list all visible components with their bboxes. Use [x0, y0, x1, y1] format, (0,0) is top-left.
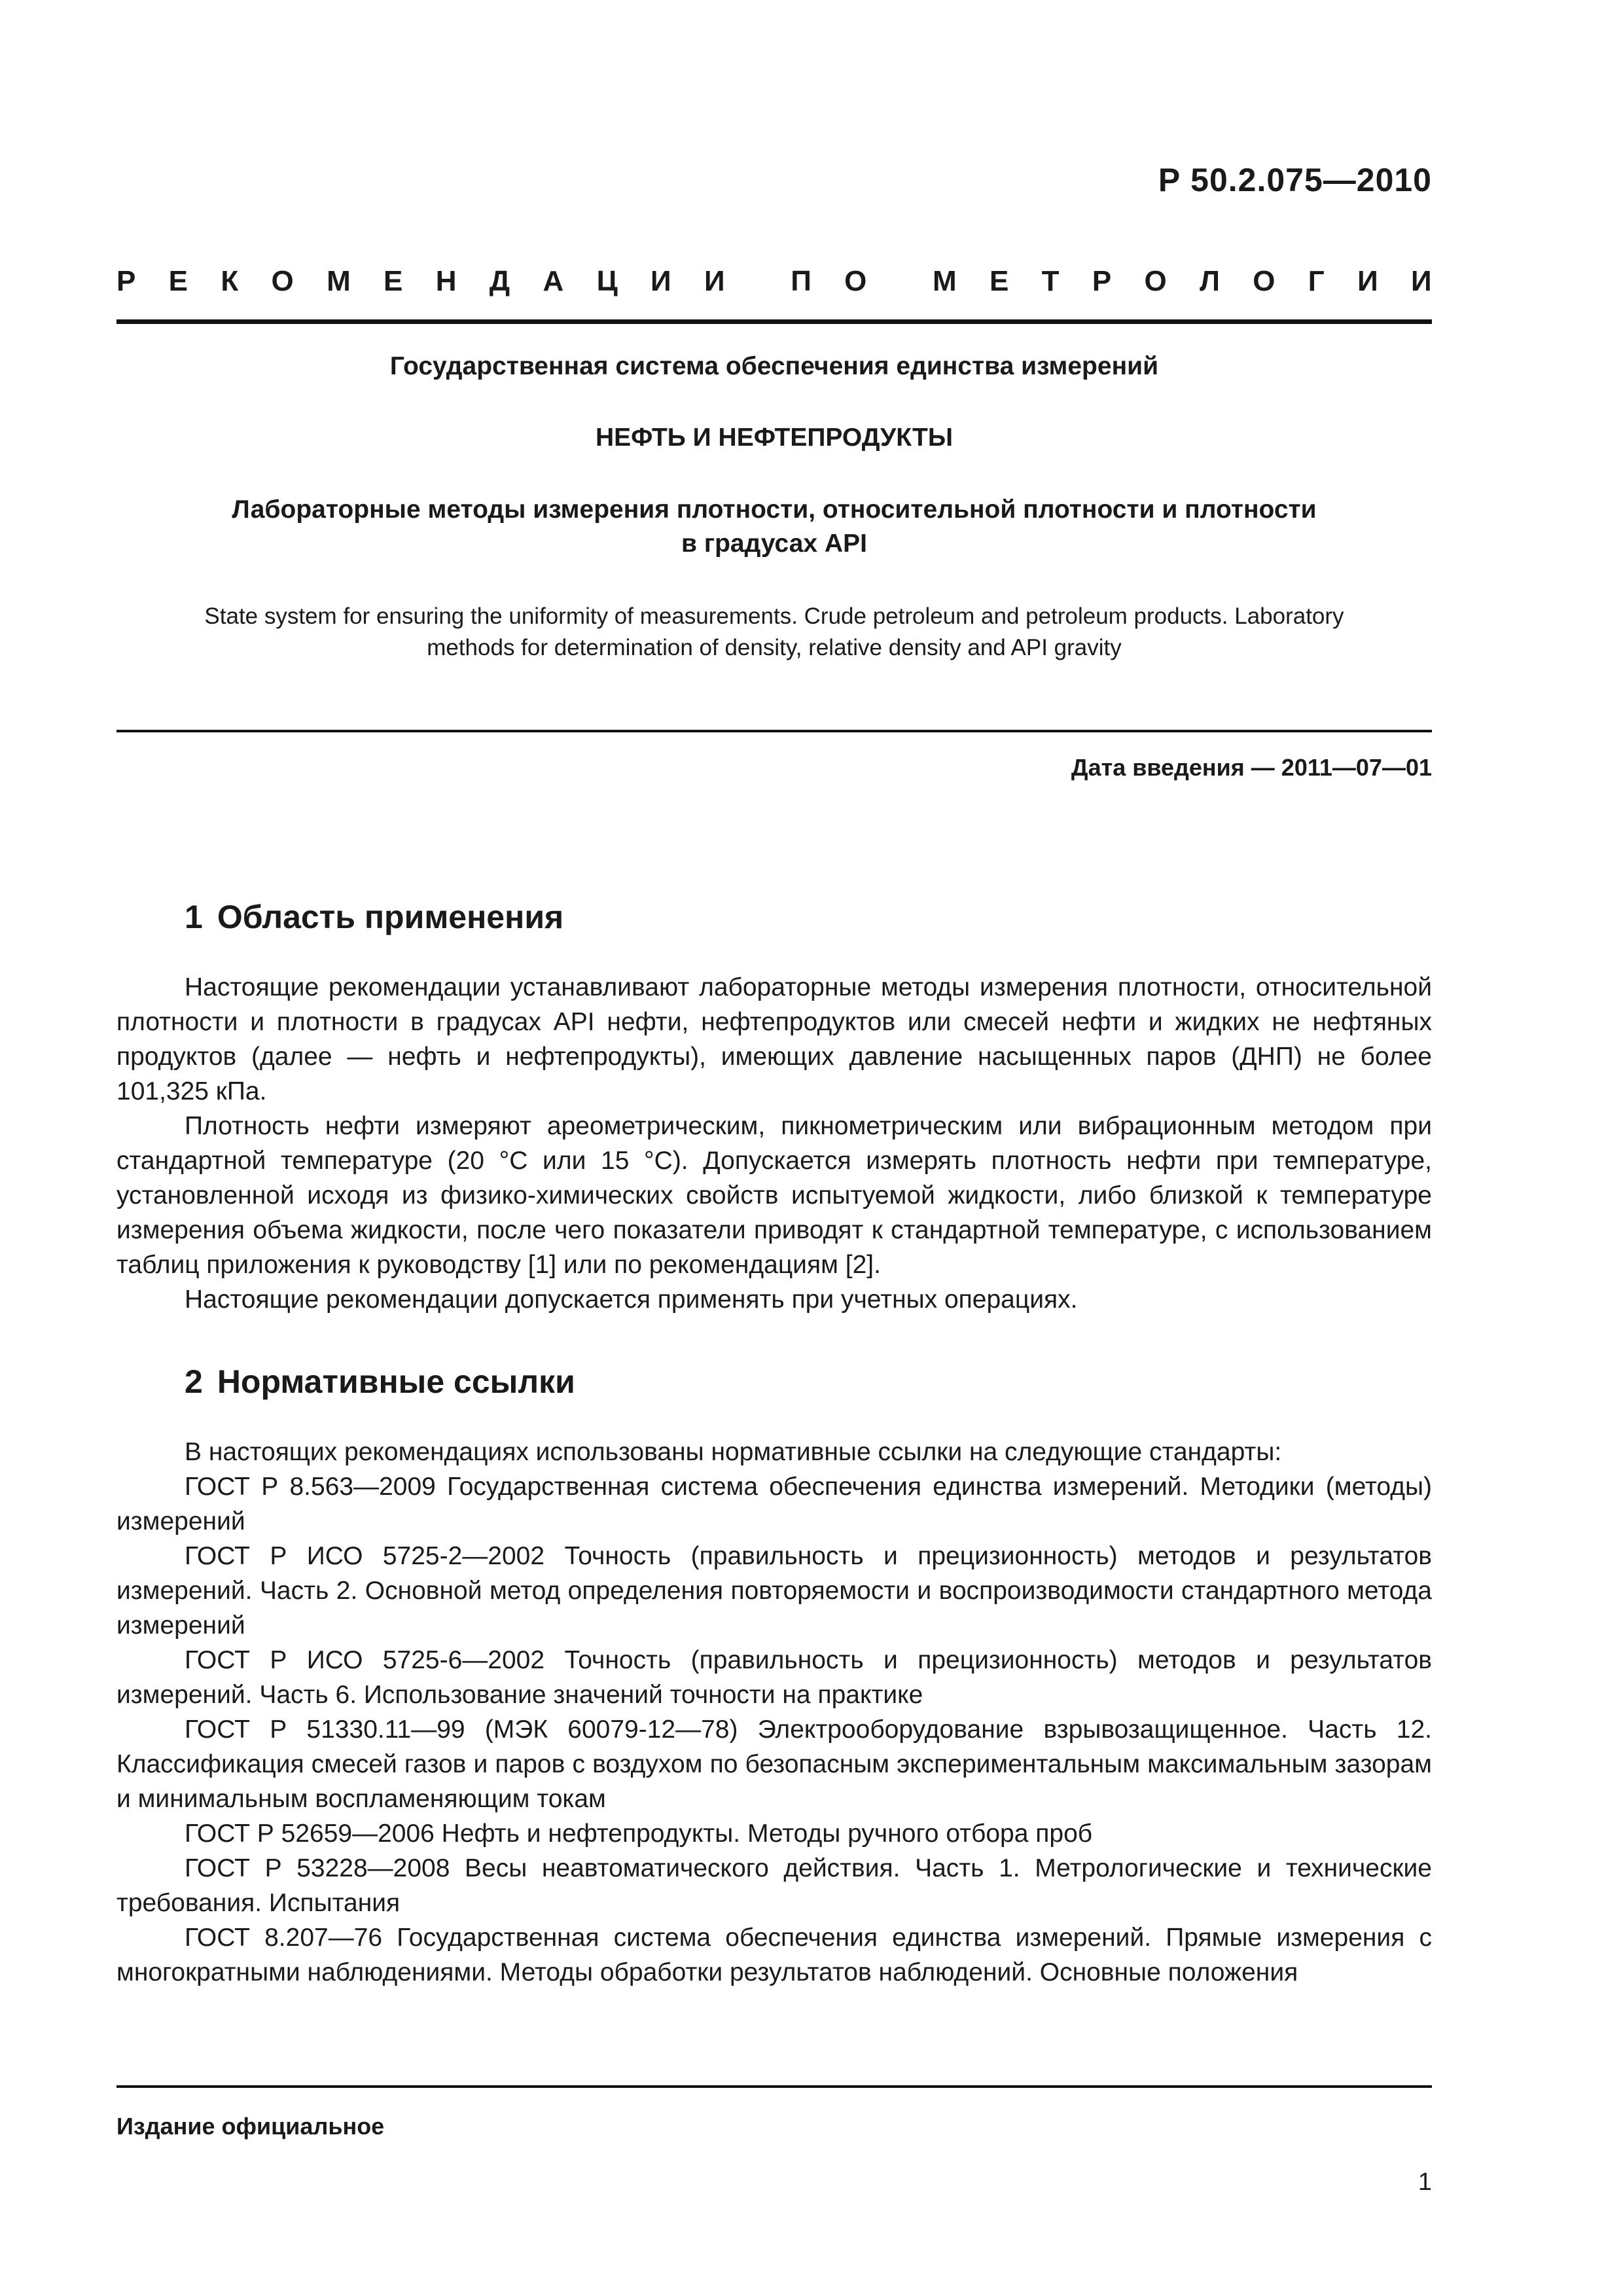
section-heading	[185, 898, 563, 936]
series-letter: Т	[1041, 265, 1060, 297]
series-letter: Д	[489, 265, 510, 297]
footer-divider	[116, 2085, 1432, 2088]
page-number: 1	[1418, 2168, 1432, 2196]
series-letter: О	[844, 265, 867, 297]
document-title-line: в градусах API	[681, 529, 867, 558]
series-letter: Р	[116, 265, 136, 297]
section-number: 2	[185, 1363, 203, 1400]
series-letter: П	[791, 265, 812, 297]
section-title: Нормативные ссылки	[217, 1363, 575, 1400]
series-letter: Л	[1200, 265, 1220, 297]
paragraph: Настоящие рекомендации допускается применять при учетных операциях.	[185, 1285, 1078, 1314]
series-title	[116, 265, 1432, 298]
system-title: Государственная система обеспечения единства измерений	[389, 352, 1159, 380]
section-body	[116, 970, 1432, 1317]
paragraph: Настоящие рекомендации устанавливают лабораторные методы измерения плотности, относительной плотности и плотности в градусах API нефти, нефтепродуктов или смесей нефти и жидких не нефтяных продуктов (далее — нефть и нефтепродукты), имеющих давление насыщенных паров (ДНП) не более 101,325 кПа.	[116, 973, 1432, 1105]
section-heading	[185, 1363, 575, 1401]
series-letter: И	[1357, 265, 1378, 297]
title-divider	[116, 730, 1432, 732]
reference-item: ГОСТ Р 51330.11—99 (МЭК 60079-12—78) Электрооборудование взрывозащищенное. Часть 12. Классификация смесей газов и паров с воздухом по безопасным экспериментальным максимальным зазорам и минимальным воспламеняющим токам	[116, 1715, 1432, 1813]
english-title-line: State system for ensuring the uniformity of measurements. Crude petroleum and petroleum products. Laboratory	[204, 603, 1344, 629]
series-letter: Г	[1308, 265, 1325, 297]
series-letter: М	[933, 265, 957, 297]
english-title	[116, 601, 1432, 664]
series-letter: Р	[1092, 265, 1112, 297]
subject-title: НЕФТЬ И НЕФТЕПРОДУКТЫ	[596, 423, 953, 452]
series-letter: Ц	[596, 265, 618, 297]
header-divider	[116, 319, 1432, 324]
reference-item: ГОСТ Р 52659—2006 Нефть и нефтепродукты. Методы ручного отбора проб	[185, 1820, 1093, 1848]
series-letter: Н	[435, 265, 457, 297]
series-letter: И	[1411, 265, 1432, 297]
section-number: 1	[185, 899, 203, 935]
introduction-date: Дата введения — 2011—07—01	[1071, 754, 1432, 781]
series-letter: О	[1144, 265, 1167, 297]
series-letter: Е	[383, 265, 403, 297]
series-letter: О	[1253, 265, 1275, 297]
series-letter: Е	[168, 265, 188, 297]
document-number: Р 50.2.075—2010	[1158, 162, 1432, 198]
section-body	[116, 1435, 1432, 1990]
document-title	[116, 493, 1432, 561]
section-title: Область применения	[217, 899, 564, 935]
series-letter: И	[704, 265, 725, 297]
reference-item: ГОСТ Р 53228—2008 Весы неавтоматического действия. Часть 1. Метрологические и технические требования. Испытания	[116, 1854, 1432, 1917]
series-letter: К	[221, 265, 239, 297]
series-letter: М	[327, 265, 351, 297]
english-title-line: methods for determination of density, relative density and API gravity	[427, 635, 1122, 660]
reference-item: ГОСТ Р ИСО 5725-2—2002 Точность (правильность и прецизионность) методов и результатов измерений. Часть 2. Основной метод определения повторяемости и воспроизводимости стандартного метода измерений	[116, 1542, 1432, 1640]
document-title-line: Лабораторные методы измерения плотности, относительной плотности и плотности	[232, 495, 1317, 524]
reference-item: ГОСТ Р ИСО 5725-6—2002 Точность (правильность и прецизионность) методов и результатов измерений. Часть 6. Использование значений точности на практике	[116, 1646, 1432, 1709]
series-letter: Е	[989, 265, 1009, 297]
series-letter: О	[271, 265, 294, 297]
paragraph: В настоящих рекомендациях использованы нормативные ссылки на следующие стандарты:	[185, 1438, 1282, 1466]
series-letter: А	[543, 265, 564, 297]
reference-item: ГОСТ Р 8.563—2009 Государственная система обеспечения единства измерений. Методики (методы) измерений	[116, 1473, 1432, 1535]
edition-label: Издание официальное	[116, 2113, 385, 2140]
paragraph: Плотность нефти измеряют ареометрическим, пикнометрическим или вибрационным методом при стандартной температуре (20 °С или 15 °С). Допускается измерять плотность нефти при температуре, установленной исходя из физико-химических свойств испытуемой жидкости, либо близкой к температуре измерения объема жидкости, после чего показатели приводят к стандартной температуре, с использованием таблиц приложения к руководству [1] или по рекомендациям [2].	[116, 1112, 1432, 1279]
series-letter: И	[651, 265, 671, 297]
reference-item: ГОСТ 8.207—76 Государственная система обеспечения единства измерений. Прямые измерения с многократными наблюдениями. Методы обработки результатов наблюдений. Основные положения	[116, 1924, 1432, 1986]
